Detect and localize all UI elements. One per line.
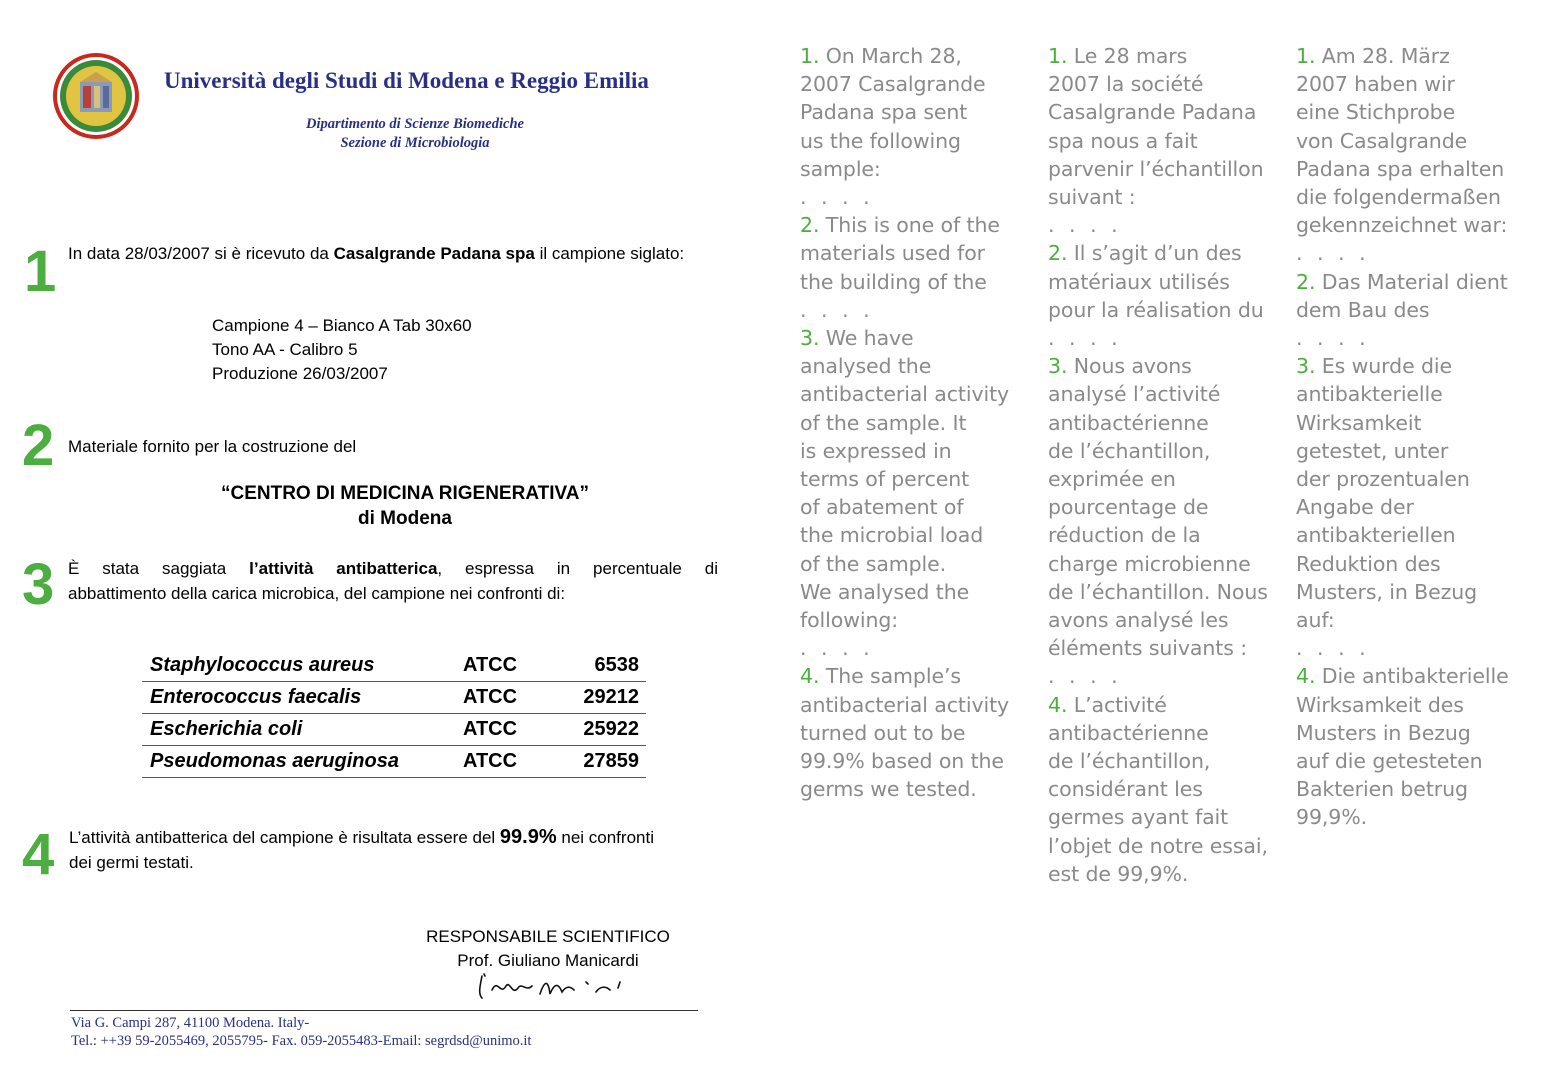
- bacterium-name: Enterococcus faecalis: [150, 686, 362, 708]
- translation-line: [1048, 860, 1274, 888]
- translation-text: 2007 haben wir: [1296, 72, 1455, 97]
- translation-line: [800, 775, 1026, 803]
- translation-text: antibacterial activity: [800, 382, 1010, 407]
- translation-line: [1048, 42, 1274, 70]
- translation-line: [1048, 183, 1274, 211]
- atcc-label: ATCC: [463, 686, 518, 708]
- translation-item-number: 4.: [1048, 692, 1068, 717]
- translation-line: [1296, 352, 1522, 380]
- translation-line: [800, 380, 1026, 408]
- translation-text: Il s’agit d’un des: [1067, 241, 1242, 266]
- centro-name: “CENTRO DI MEDICINA RIGENERATIVA”: [220, 483, 590, 504]
- translation-line: [800, 691, 1026, 719]
- translation-text: This is one of the: [819, 213, 1000, 238]
- translation-item-number: 1.: [1048, 44, 1068, 68]
- translation-line: [1296, 324, 1522, 352]
- ellipsis-dots: . . . .: [1296, 636, 1370, 661]
- translation-line: [1296, 803, 1522, 831]
- section-1-post: il campione siglato:: [534, 244, 685, 263]
- translation-text: antibakteriellen: [1296, 523, 1456, 548]
- translation-line: [1296, 268, 1522, 296]
- ellipsis-dots: . . . .: [1048, 664, 1122, 689]
- translation-line: [800, 437, 1026, 465]
- translation-column-english: [800, 42, 1026, 803]
- translation-line: [1296, 155, 1522, 183]
- section-3-line-2: abbattimento della carica microbica, del campione nei confronti di:: [68, 584, 566, 603]
- translation-item-number: 2.: [800, 213, 820, 238]
- translation-text: réduction de la: [1048, 523, 1201, 548]
- translation-line: [1048, 352, 1274, 380]
- translation-line: [800, 352, 1026, 380]
- sample-line: Produzione 26/03/2007: [212, 364, 388, 383]
- translation-text: 99.9% based on the: [800, 749, 1004, 774]
- translation-line: [1048, 719, 1274, 747]
- translation-line: [1048, 296, 1274, 324]
- translation-text: spa nous a fait: [1048, 128, 1198, 153]
- footer-divider: [70, 1010, 698, 1011]
- section-name: Sezione di Microbiologia: [340, 135, 490, 151]
- table-row: [142, 682, 646, 714]
- section-3-text: [68, 556, 718, 606]
- translation-text: l’objet de notre essai,: [1048, 833, 1268, 858]
- translation-line: [1048, 239, 1274, 267]
- translation-text: Casalgrande Padana: [1048, 100, 1257, 125]
- translation-line: [1048, 409, 1274, 437]
- atcc-code: 25922: [583, 718, 639, 740]
- ellipsis-dots: . . . .: [1296, 241, 1370, 266]
- translation-text: 2007 Casalgrande: [800, 72, 986, 97]
- translation-text: matériaux utilisés: [1048, 269, 1230, 294]
- translation-line: [1048, 832, 1274, 860]
- translation-text: 99,9%.: [1296, 805, 1368, 830]
- translation-line: [800, 550, 1026, 578]
- translation-text: antibactérienne: [1048, 410, 1209, 435]
- translation-line: [1048, 521, 1274, 549]
- translation-text: We have: [819, 326, 914, 351]
- translation-line: [800, 578, 1026, 606]
- section-1-text: [68, 241, 708, 266]
- translation-line: [800, 409, 1026, 437]
- result-percentage: 99.9%: [499, 826, 557, 848]
- translation-text: gekennzeichnet war:: [1296, 213, 1508, 238]
- translation-line: [1048, 98, 1274, 126]
- translation-text: us the following: [800, 128, 961, 153]
- table-row: [142, 650, 646, 682]
- translation-line: [1296, 634, 1522, 662]
- translation-text: 2007 la société: [1048, 72, 1204, 97]
- translation-line: [1296, 183, 1522, 211]
- translation-text: éléments suivants :: [1048, 636, 1248, 661]
- translation-line: [800, 719, 1026, 747]
- translation-line: [1048, 465, 1274, 493]
- bacteria-table: [142, 650, 646, 778]
- translation-text: getestet, unter: [1296, 438, 1449, 463]
- translation-line: [1048, 662, 1274, 690]
- translation-line: [1048, 578, 1274, 606]
- section-3-line-1: [68, 556, 718, 581]
- translation-line: [1296, 380, 1522, 408]
- translation-line: [1296, 719, 1522, 747]
- translation-line: [800, 183, 1026, 211]
- translation-line: [1048, 437, 1274, 465]
- translation-text: charge microbienne: [1048, 551, 1251, 576]
- translation-line: [800, 98, 1026, 126]
- translation-line: [1296, 606, 1522, 634]
- translation-text: Reduktion des: [1296, 551, 1441, 576]
- section-4-text: [69, 825, 729, 875]
- translation-text: the building of the: [800, 269, 987, 294]
- translation-line: [800, 324, 1026, 352]
- translation-text: turned out to be: [800, 720, 966, 745]
- translation-line: [1048, 380, 1274, 408]
- translation-line: [800, 465, 1026, 493]
- translation-text: We analysed the: [800, 579, 970, 604]
- translation-item-number: 3.: [1048, 354, 1068, 379]
- sample-line: Campione 4 – Bianco A Tab 30x60: [212, 316, 472, 335]
- handwritten-signature: [470, 968, 670, 1006]
- atcc-code: 27859: [583, 750, 639, 772]
- translation-text: Padana spa erhalten: [1296, 156, 1505, 181]
- footer-phone-email: Tel.: ++39 59-2055469, 2055795- Fax. 059-2055483-Email: segrdsd@unimo.it: [71, 1033, 532, 1049]
- atcc-label: ATCC: [463, 750, 518, 772]
- translation-item-number: 3.: [1296, 354, 1316, 379]
- section-4-pre: L’attività antibatterica del campione è risultata essere del: [69, 828, 500, 847]
- translation-line: [1296, 521, 1522, 549]
- footer-contact: [71, 1014, 531, 1050]
- translation-text: The sample’s: [819, 664, 961, 689]
- translation-text: is expressed in: [800, 438, 952, 463]
- section-number-1: 1: [24, 239, 57, 304]
- translation-text: Padana spa sent: [800, 100, 968, 125]
- translation-text: antibacterial activity: [800, 692, 1010, 717]
- translation-text: suivant :: [1048, 185, 1136, 210]
- translation-text: Am 28. März: [1315, 44, 1450, 68]
- translation-line: [800, 296, 1026, 324]
- department-name: Dipartimento di Scienze Biomediche: [306, 116, 524, 132]
- translation-line: [800, 521, 1026, 549]
- translation-line: [1296, 775, 1522, 803]
- translation-text: est de 99,9%.: [1048, 861, 1189, 886]
- section-3-pre: È stata saggiata: [68, 559, 250, 578]
- translation-text: materials used for: [800, 241, 985, 266]
- signatory-name: Prof. Giuliano Manicardi: [457, 951, 639, 970]
- translation-text: analysed the: [800, 354, 932, 379]
- translation-item-number: 3.: [800, 326, 820, 351]
- translation-line: [1296, 662, 1522, 690]
- translation-text: pour la réalisation du: [1048, 297, 1264, 322]
- ellipsis-dots: . . . .: [800, 636, 874, 661]
- translation-line: [800, 127, 1026, 155]
- translation-line: [1048, 775, 1274, 803]
- section-number-4: 4: [22, 822, 55, 887]
- translation-text: die folgendermaßen: [1296, 185, 1501, 210]
- university-name: Università degli Studi di Modena e Reggio Emilia: [164, 68, 649, 93]
- ellipsis-dots: . . . .: [1048, 213, 1122, 238]
- translation-line: [1048, 70, 1274, 98]
- translation-line: [1048, 691, 1274, 719]
- translation-text: Musters, in Bezug: [1296, 579, 1478, 604]
- ellipsis-dots: . . . .: [800, 297, 874, 322]
- translation-line: [1296, 239, 1522, 267]
- translation-line: [1048, 493, 1274, 521]
- translation-text: terms of percent: [800, 467, 970, 492]
- centro-city: di Modena: [358, 508, 452, 529]
- atcc-label: ATCC: [463, 718, 518, 740]
- translation-line: [1296, 127, 1522, 155]
- translation-item-number: 1.: [1296, 44, 1316, 68]
- translation-text: eine Stichprobe: [1296, 100, 1456, 125]
- ellipsis-dots: . . . .: [1048, 326, 1122, 351]
- translation-line: [1048, 634, 1274, 662]
- university-seal-logo: [52, 52, 140, 140]
- department-heading: [250, 115, 580, 153]
- translation-text: Wirksamkeit des: [1296, 692, 1464, 717]
- translation-text: sample:: [800, 156, 881, 181]
- translation-line: [1048, 803, 1274, 831]
- translation-text: Nous avons: [1067, 354, 1192, 379]
- translation-item-number: 1.: [800, 44, 820, 68]
- translation-line: [1048, 211, 1274, 239]
- translation-line: [1296, 70, 1522, 98]
- translation-text: Le 28 mars: [1067, 44, 1188, 68]
- translation-item-number: 2.: [1048, 241, 1068, 266]
- translation-text: Musters in Bezug: [1296, 720, 1471, 745]
- translation-text: the microbial load: [800, 523, 984, 548]
- translation-text: Das Material dient: [1315, 269, 1508, 294]
- translation-line: [1296, 42, 1522, 70]
- section-3-post: , espressa in percentuale di: [437, 559, 719, 578]
- antibacterial-activity-label: l’attività antibatterica: [249, 559, 438, 578]
- translation-line: [1296, 296, 1522, 324]
- translation-text: antibakterielle: [1296, 382, 1443, 407]
- translation-text: exprimée en: [1048, 467, 1176, 492]
- translation-line: [1296, 578, 1522, 606]
- translation-text: Bakterien betrug: [1296, 777, 1468, 802]
- translation-line: [1296, 465, 1522, 493]
- translation-text: pourcentage de: [1048, 495, 1209, 520]
- section-4-line-1: [69, 825, 729, 850]
- translation-line: [800, 662, 1026, 690]
- translation-line: [800, 70, 1026, 98]
- translation-text: auf die getesteten: [1296, 749, 1483, 774]
- translation-line: [1296, 493, 1522, 521]
- translation-line: [1296, 747, 1522, 775]
- translation-text: germs we tested.: [800, 777, 977, 802]
- translation-line: [1296, 437, 1522, 465]
- translation-text: von Casalgrande: [1296, 128, 1468, 153]
- translation-text: of abatement of: [800, 495, 964, 520]
- translation-line: [1048, 268, 1274, 296]
- ellipsis-dots: . . . .: [800, 185, 874, 210]
- translation-text: of the sample.: [800, 551, 947, 576]
- translation-text: Die antibakterielle: [1315, 664, 1509, 689]
- section-1-pre: In data 28/03/2007 si è ricevuto da: [68, 244, 334, 263]
- translation-line: [1296, 211, 1522, 239]
- translation-text: parvenir l’échantillon: [1048, 156, 1264, 181]
- ellipsis-dots: . . . .: [1296, 326, 1370, 351]
- bacterium-name: Escherichia coli: [150, 718, 303, 740]
- bacterium-name: Pseudomonas aeruginosa: [150, 750, 399, 772]
- translation-column-german: [1296, 42, 1522, 832]
- section-number-2: 2: [22, 413, 55, 478]
- signatory-title: RESPONSABILE SCIENTIFICO: [426, 927, 670, 946]
- translation-text: of the sample. It: [800, 410, 967, 435]
- translation-text: considérant les: [1048, 777, 1203, 802]
- translation-line: [800, 155, 1026, 183]
- translation-line: [1048, 606, 1274, 634]
- translation-item-number: 4.: [800, 664, 820, 689]
- atcc-label: ATCC: [463, 654, 518, 676]
- translation-line: [800, 493, 1026, 521]
- translation-text: analysé l’activité: [1048, 382, 1221, 407]
- translation-line: [800, 606, 1026, 634]
- translation-column-french: [1048, 42, 1274, 888]
- translation-text: de l’échantillon,: [1048, 438, 1211, 463]
- translation-line: [800, 42, 1026, 70]
- translation-line: [1296, 691, 1522, 719]
- translation-text: L’activité: [1067, 692, 1167, 717]
- signatory-block: [412, 925, 684, 973]
- translation-text: avons analysé les: [1048, 608, 1229, 633]
- translation-text: auf:: [1296, 608, 1335, 633]
- translation-text: On March 28,: [819, 44, 962, 68]
- translation-text: Es wurde die: [1315, 354, 1453, 379]
- translation-line: [800, 634, 1026, 662]
- footer-address: Via G. Campi 287, 41100 Modena. Italy-: [71, 1015, 310, 1031]
- translation-text: de l’échantillon. Nous: [1048, 579, 1268, 604]
- translation-line: [1048, 747, 1274, 775]
- table-row: [142, 714, 646, 746]
- company-name: Casalgrande Padana spa: [333, 244, 535, 263]
- translation-line: [1048, 155, 1274, 183]
- translation-line: [1048, 324, 1274, 352]
- translation-text: der prozentualen: [1296, 467, 1470, 492]
- translation-line: [1296, 409, 1522, 437]
- translation-text: germes ayant fait: [1048, 805, 1229, 830]
- translation-line: [1296, 550, 1522, 578]
- atcc-code: 29212: [583, 686, 639, 708]
- section-4-line-2: dei germi testati.: [69, 853, 194, 872]
- translation-text: following:: [800, 608, 899, 633]
- section-number-3: 3: [22, 552, 55, 617]
- translation-line: [1296, 98, 1522, 126]
- sample-line: Tono AA - Calibro 5: [212, 340, 358, 359]
- translation-line: [800, 268, 1026, 296]
- translation-line: [800, 211, 1026, 239]
- atcc-code: 6538: [594, 654, 639, 676]
- translation-text: Wirksamkeit: [1296, 410, 1422, 435]
- translation-text: Angabe der: [1296, 495, 1414, 520]
- translation-item-number: 2.: [1296, 269, 1316, 294]
- translation-text: dem Bau des: [1296, 297, 1430, 322]
- section-4-post: nei confronti: [556, 828, 654, 847]
- table-row: [142, 746, 646, 778]
- translation-line: [800, 747, 1026, 775]
- sample-identification: [212, 314, 472, 386]
- section-2-text: Materiale fornito per la costruzione del: [68, 437, 357, 456]
- translation-item-number: 4.: [1296, 664, 1316, 689]
- translation-line: [1048, 127, 1274, 155]
- centro-title: [150, 481, 660, 531]
- translation-text: de l’échantillon,: [1048, 749, 1211, 774]
- bacterium-name: Staphylococcus aureus: [150, 654, 375, 676]
- translation-text: antibactérienne: [1048, 720, 1209, 745]
- translation-line: [800, 239, 1026, 267]
- translation-line: [1048, 550, 1274, 578]
